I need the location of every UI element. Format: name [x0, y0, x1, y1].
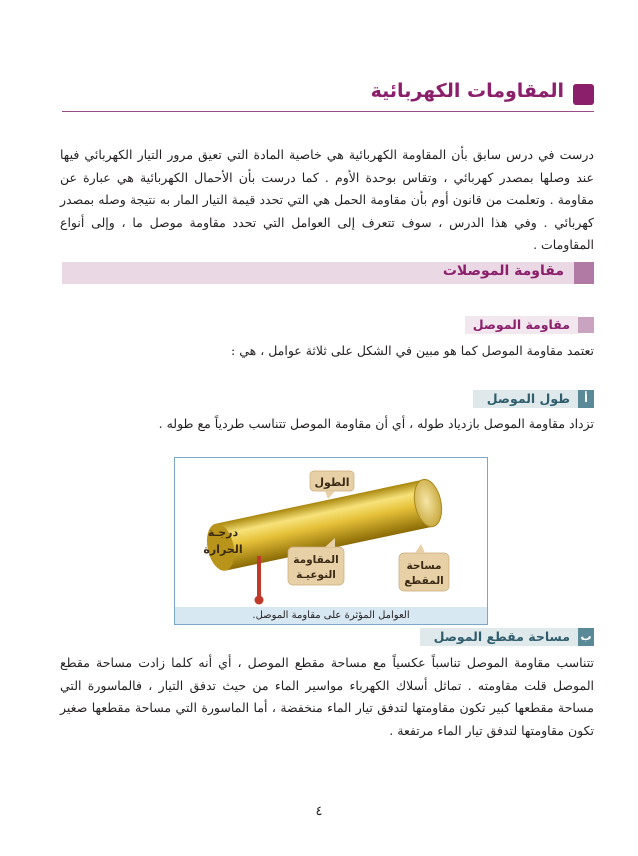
subsection-title: مقاومة الموصل — [465, 316, 578, 334]
temperature-label-line1: درجـة — [207, 526, 239, 539]
area-label-line1: مساحة — [406, 560, 442, 572]
area-label-line2: المقطع — [404, 575, 444, 587]
item-b-header — [420, 628, 594, 646]
item-b-title: مساحة مقطع الموصل — [420, 628, 578, 646]
conductor-illustration — [175, 458, 487, 624]
resistivity-label-line1: المقاومة — [293, 554, 339, 566]
figure-caption: العوامل المؤثرة على مقاومة الموصل. — [175, 607, 487, 624]
temperature-label-line2: الحرارة — [203, 543, 243, 556]
section-marker — [574, 262, 594, 284]
section-title: مقاومة الموصلات — [442, 263, 564, 279]
subsection-marker — [578, 317, 594, 333]
item-b-letter: ب — [578, 628, 594, 646]
item-b-text: تتناسب مقاومة الموصل تناسباً عكسياً مع مساحة مقطع الموصل ، أي أنه كلما زادت مساحة مقطع الموصل قلت مقاومته . تماثل أسلاك الكهرباء مواسير الماء من حيث تدفق التيار ، فالماسورة التي مساحة مقطعها كبير تكون مقاومتها لتدفق تيار الماء منخفضة ، أما الماسورة التي مساحة مقطعها صغير تكون مقاومتها لتدفق تيار الماء مرتفعة . — [60, 655, 594, 738]
intro-paragraph: درست في درس سابق بأن المقاومة الكهربائية هي خاصية المادة التي تعيق مرور التيار الكهربائي فيها عند وصلها بمصدر كهربائي ، وتقاس بوحدة الأوم . كما درست بأن الأحمال الكهربائية هي عبارة عن مقاومة . وتعلمت من قانون أوم بأن مقاومة الحمل هي التي تحدد قيمة التيار المار به نتيجة وصله بمصدر كهربائي . وفي هذا الدرس ، سوف تتعرف إلى العوامل التي تحدد مقاومة موصل ما ، وإلى أنواع المقاومات . — [60, 147, 594, 252]
conductor-figure — [174, 457, 488, 625]
item-a-letter: أ — [578, 390, 594, 408]
title-divider — [62, 111, 594, 112]
subsection-header — [465, 316, 594, 334]
item-a-header — [473, 390, 594, 408]
section-header — [62, 262, 594, 284]
length-label: الطول — [314, 476, 350, 489]
item-a-text: تزداد مقاومة الموصل بازدياد طوله ، أي أن مقاومة الموصل تتناسب طردياً مع طوله . — [158, 416, 594, 431]
resistivity-label-line2: النوعيـة — [296, 569, 336, 581]
item-a-title: طول الموصل — [473, 390, 578, 408]
page-title: المقاومات الكهربائية — [370, 80, 564, 102]
title-marker — [573, 84, 594, 105]
page-number: ٤ — [315, 804, 323, 819]
subsection-text: تعتمد مقاومة الموصل كما هو مبين في الشكل على ثلاثة عوامل ، هي : — [231, 343, 594, 358]
